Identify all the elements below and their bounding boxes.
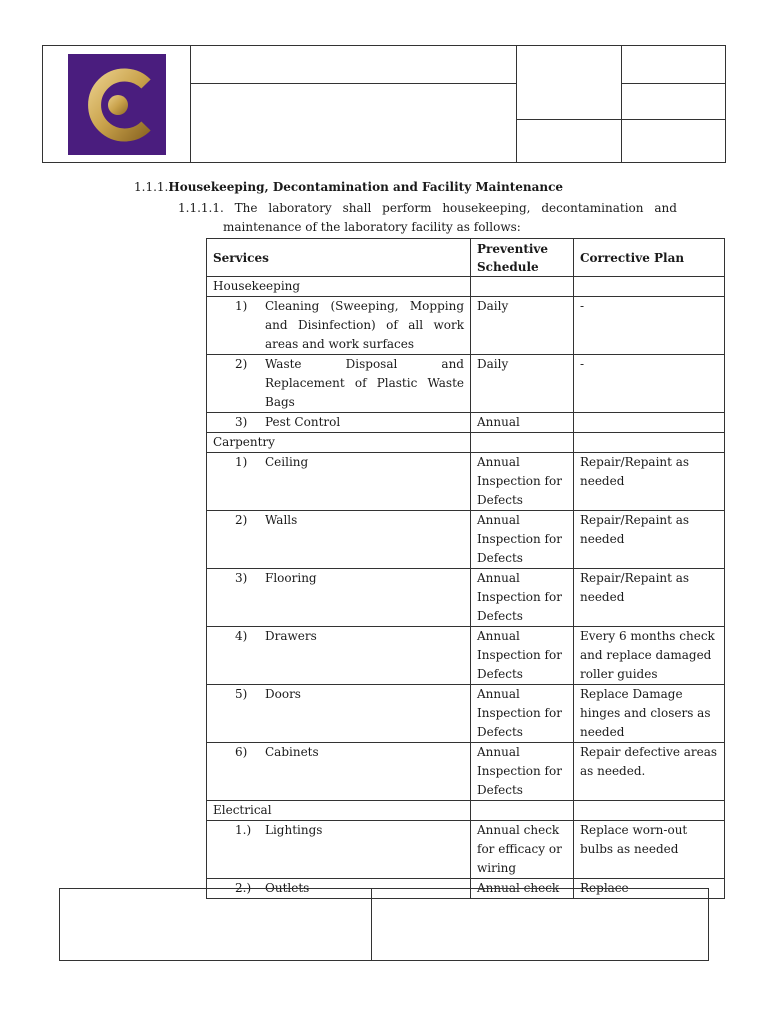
table-group-row xyxy=(207,801,725,821)
header-plan: Corrective Plan xyxy=(574,239,725,277)
schedule-cell: Annual check xyxy=(471,879,574,899)
paragraph-word: The xyxy=(234,201,258,215)
service-name: Waste Disposal and Replacement of Plastic Waste Bags xyxy=(265,357,464,409)
schedule-cell: Annual Inspection for Defects xyxy=(471,453,574,511)
plan-cell: - xyxy=(574,355,725,413)
plan-cell: Every 6 months check and replace damaged roller guides xyxy=(574,627,725,685)
item-number: 1) xyxy=(235,299,248,313)
schedule-cell: Daily xyxy=(471,355,574,413)
item-number: 1.) xyxy=(235,823,252,837)
service-cell xyxy=(207,685,471,743)
service-name: Cabinets xyxy=(265,745,319,759)
table-row xyxy=(207,453,725,511)
table-group-row xyxy=(207,433,725,453)
service-cell xyxy=(207,297,471,355)
plan-cell: Repair/Repaint as needed xyxy=(574,453,725,511)
paragraph-word: decontamination xyxy=(541,201,644,215)
service-name: Drawers xyxy=(265,629,317,643)
paragraph-word: perform xyxy=(382,201,432,215)
service-cell xyxy=(207,453,471,511)
item-number: 3) xyxy=(235,571,248,585)
service-name: Pest Control xyxy=(265,415,341,429)
group-name: Electrical xyxy=(207,801,471,821)
document-header xyxy=(42,45,726,163)
document-footer xyxy=(59,888,709,961)
service-name: Cleaning (Sweeping, Mopping and Disinfection) of all work areas and work surfaces xyxy=(265,299,464,351)
service-cell xyxy=(207,627,471,685)
service-cell xyxy=(207,511,471,569)
section-heading: 1.1.1.Housekeeping, Decontamination and Facility Maintenance xyxy=(134,180,564,194)
group-name: Carpentry xyxy=(207,433,471,453)
service-name: Walls xyxy=(265,513,298,527)
table-row xyxy=(207,627,725,685)
schedule-cell: Annual Inspection for Defects xyxy=(471,569,574,627)
item-number: 1) xyxy=(235,455,248,469)
schedule-cell: Annual Inspection for Defects xyxy=(471,743,574,801)
service-name: Flooring xyxy=(265,571,317,585)
service-cell xyxy=(207,821,471,879)
logo-c-icon xyxy=(68,54,166,155)
schedule-cell: Annual Inspection for Defects xyxy=(471,685,574,743)
schedule-cell: Annual check for efficacy or wiring xyxy=(471,821,574,879)
service-name: Lightings xyxy=(265,823,323,837)
table-row xyxy=(207,355,725,413)
service-cell xyxy=(207,355,471,413)
item-number: 2) xyxy=(235,513,248,527)
paragraph-word: shall xyxy=(342,201,372,215)
services-table xyxy=(206,238,725,899)
header-schedule: Preventive Schedule xyxy=(471,239,574,277)
table-row xyxy=(207,685,725,743)
plan-cell: Repair/Repaint as needed xyxy=(574,569,725,627)
schedule-cell: Annual Inspection for Defects xyxy=(471,511,574,569)
service-name: Doors xyxy=(265,687,301,701)
table-row xyxy=(207,297,725,355)
header-services: Services xyxy=(207,239,471,277)
plan-cell xyxy=(574,413,725,433)
table-row xyxy=(207,569,725,627)
table-row xyxy=(207,511,725,569)
paragraph-word: and xyxy=(654,201,677,215)
table-row xyxy=(207,413,725,433)
service-cell xyxy=(207,413,471,433)
item-number: 5) xyxy=(235,687,248,701)
schedule-cell: Annual xyxy=(471,413,574,433)
item-number: 6) xyxy=(235,745,248,759)
schedule-cell: Annual Inspection for Defects xyxy=(471,627,574,685)
plan-cell: Repair/Repaint as needed xyxy=(574,511,725,569)
group-name: Housekeeping xyxy=(207,277,471,297)
item-number: 2.) xyxy=(235,881,252,895)
item-number: 3) xyxy=(235,415,248,429)
table-row xyxy=(207,821,725,879)
plan-cell: Repair defective areas as needed. xyxy=(574,743,725,801)
item-number: 2) xyxy=(235,357,248,371)
item-number: 4) xyxy=(235,629,248,643)
intro-paragraph: 1.1.1.1. The laboratory shall perform housekeeping, decontamination and maintenance of the laboratory facility as follows: xyxy=(178,201,677,234)
plan-cell: Replace xyxy=(574,879,725,899)
schedule-cell: Daily xyxy=(471,297,574,355)
paragraph-word: housekeeping, xyxy=(442,201,531,215)
company-logo xyxy=(68,54,166,155)
service-cell xyxy=(207,569,471,627)
table-group-row xyxy=(207,277,725,297)
paragraph-line-1: 1.1.1.1. The laboratory shall perform housekeeping, decontamination and xyxy=(178,199,677,218)
plan-cell: - xyxy=(574,297,725,355)
table-row xyxy=(207,743,725,801)
paragraph-word: laboratory xyxy=(268,201,332,215)
service-cell xyxy=(207,743,471,801)
service-name: Ceiling xyxy=(265,455,309,469)
plan-cell: Replace Damage hinges and closers as needed xyxy=(574,685,725,743)
service-name: Outlets xyxy=(265,881,310,895)
plan-cell: Replace worn-out bulbs as needed xyxy=(574,821,725,879)
